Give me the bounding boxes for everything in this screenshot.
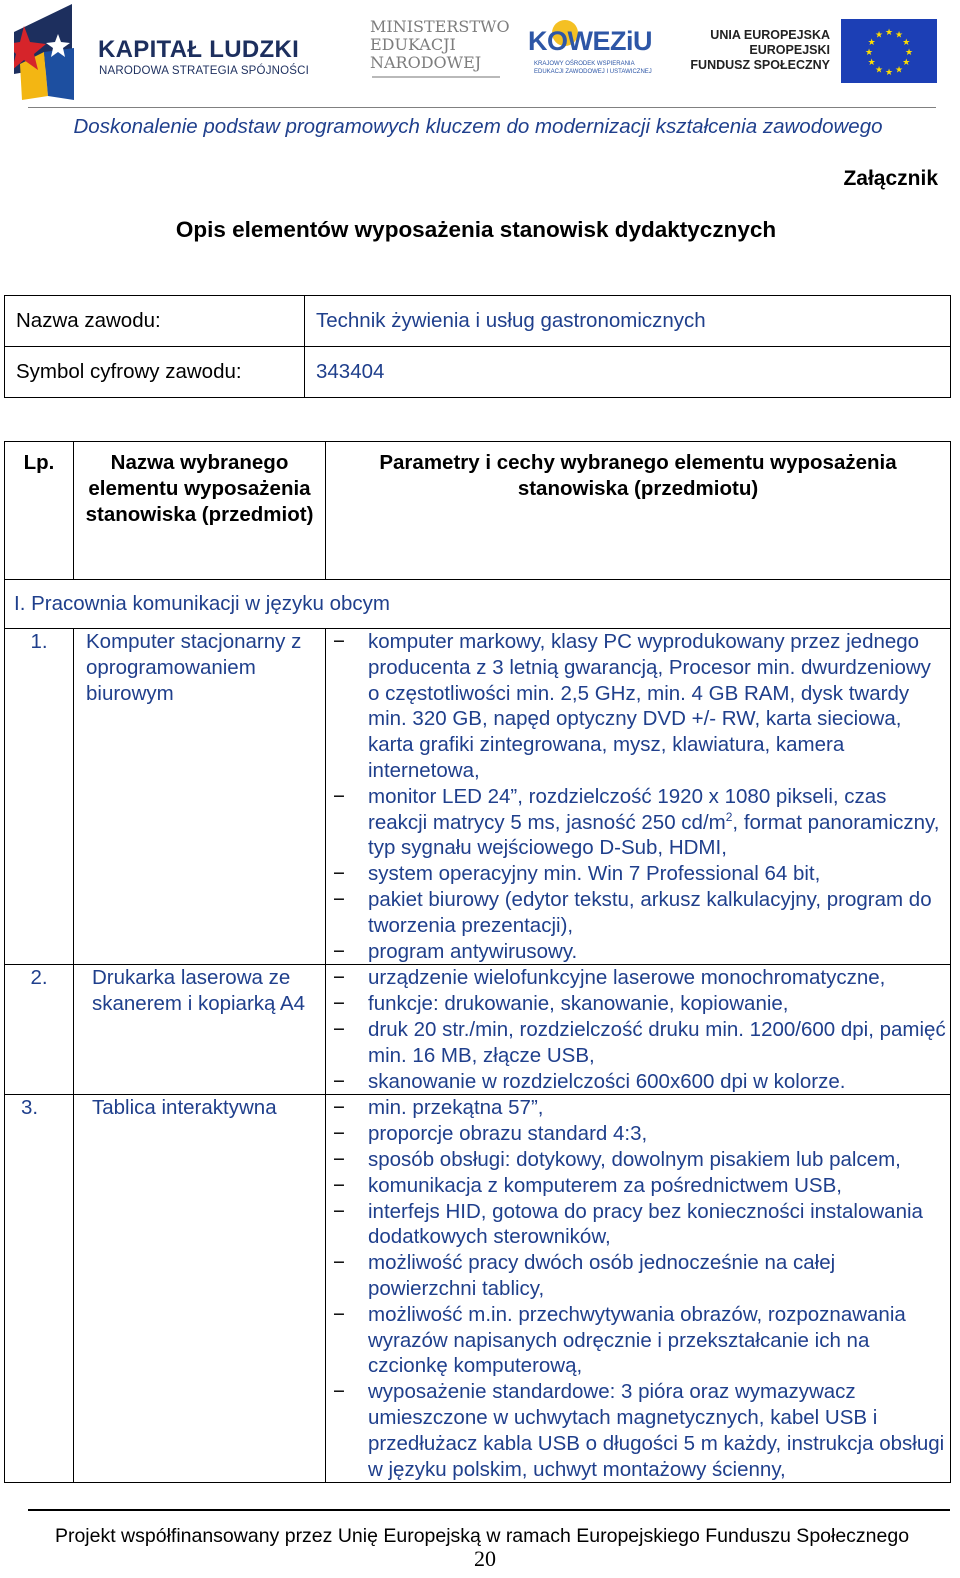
header-divider — [28, 107, 936, 108]
table-header-row — [5, 442, 951, 580]
row-lp: 1. — [5, 629, 74, 965]
param-item: − możliwość m.in. przechwytywania obrazów, rozpoznawania wyrazów napisanych odręcznie i przekształcanie ich na czcionkę komputerową, — [368, 1302, 946, 1379]
eu-star-icon: ★ — [894, 64, 904, 75]
table-row — [5, 1095, 951, 1483]
eu-star-icon: ★ — [904, 47, 914, 57]
eu-flag-icon — [841, 19, 937, 83]
koweziu-logo — [528, 20, 652, 82]
profession-info-table — [4, 295, 951, 398]
param-item: − sposób obsługi: dotykowy, dowolnym pisakiem lub palcem, — [368, 1147, 946, 1173]
footer-text: Projekt współfinansowany przez Unię Europejską w ramach Europejskiego Funduszu Społecznego — [54, 1525, 910, 1547]
kapital-ludzki-logo — [0, 0, 330, 108]
param-item-text-rest: , format panoramiczny, typ sygnału wejściowego D-Sub, HDMI, — [368, 810, 940, 860]
document-title: Opis elementów wyposażenia stanowisk dydaktycznych — [175, 217, 777, 242]
profession-code-label: Symbol cyfrowy zawodu: — [5, 347, 305, 398]
profession-name-label: Nazwa zawodu: — [5, 296, 305, 347]
logo-bar — [0, 0, 960, 108]
eu-star-icon: ★ — [902, 37, 911, 47]
row-lp: 3. — [5, 1095, 74, 1483]
eu-logo-text: UNIA EUROPEJSKA EUROPEJSKI FUNDUSZ SPOŁECZNY — [690, 28, 830, 72]
page-number: 20 — [474, 1546, 496, 1571]
row-lp: 2. — [5, 965, 74, 1095]
eu-star-icon: ★ — [884, 67, 894, 77]
table-row — [5, 965, 951, 1095]
param-item: − program antywirusowy. — [368, 939, 946, 965]
eu-star-icon: ★ — [902, 57, 911, 67]
param-item: − możliwość pracy dwóch osób jednocześnie na całej powierzchni tablicy, — [368, 1250, 946, 1302]
eu-star-icon: ★ — [884, 27, 894, 37]
profession-name-value: Technik żywienia i usług gastronomicznych — [305, 296, 951, 347]
param-item: − interfejs HID, gotowa do pracy bez konieczności instalowania dodatkowych sterowników, — [368, 1199, 946, 1251]
eu-star-icon: ★ — [874, 64, 884, 75]
eu-star-icon: ★ — [867, 37, 876, 47]
section-row — [5, 580, 951, 629]
param-item: − skanowanie w rozdzielczości 600x600 dpi w kolorze. — [368, 1069, 946, 1095]
table-row — [5, 629, 951, 965]
project-tagline: Doskonalenie podstaw programowych kluczem do modernizacji kształcenia zawodowego — [73, 115, 883, 138]
row-params — [326, 1095, 951, 1483]
profession-code-value: 343404 — [305, 347, 951, 398]
ministerstwo-logo-text: MINISTERSTWO EDUKACJI NARODOWEJ — [370, 17, 510, 72]
column-header-params: Parametry i cechy wybranego elementu wyposażenia stanowiska (przedmiotu) — [326, 442, 951, 580]
row-name: Tablica interaktywna — [74, 1095, 326, 1483]
footer-divider — [28, 1509, 950, 1511]
row-name: Komputer stacjonarny z oprogramowaniem biurowym — [74, 629, 326, 965]
column-header-lp: Lp. — [5, 442, 74, 580]
param-item-text: monitor LED 24”, rozdzielczość 1920 x 1080 pikseli, czas reakcji matrycy 5 ms, jasność 250 cd/m — [368, 784, 887, 834]
profession-code-row — [5, 347, 951, 398]
row-params — [326, 965, 951, 1095]
row-params — [326, 629, 951, 965]
param-item: − funkcje: drukowanie, skanowanie, kopiowanie, — [368, 991, 946, 1017]
param-item: − pakiet biurowy (edytor tekstu, arkusz kalkulacyjny, program do tworzenia prezentacji), — [368, 887, 946, 939]
attachment-label: Załącznik — [843, 167, 938, 190]
param-item — [368, 784, 946, 861]
param-item: − proporcje obrazu standard 4:3, — [368, 1121, 946, 1147]
profession-name-row — [5, 296, 951, 347]
param-item: − urządzenie wielofunkcyjne laserowe monochromatyczne, — [368, 965, 946, 991]
kapital-ludzki-subtitle: NARODOWA STRATEGIA SPÓJNOŚCI — [99, 65, 310, 77]
koweziu-name: KOWEZiU — [528, 26, 652, 56]
column-header-name: Nazwa wybranego elementu wyposażenia stanowiska (przedmiot) — [74, 442, 326, 580]
section-title: I. Pracownia komunikacji w języku obcym — [5, 580, 951, 629]
param-item: − komputer markowy, klasy PC wyprodukowany przez jednego producenta z 3 letnią gwarancją, Procesor min. dwurdzeniowy o częstotliwości min. 2,5 GHz, min. 4 GB RAM, dysk twardy min. 320 GB, napęd optyczny DVD +/- RW, karta sieciowa, karta grafiki zintegrowana, mysz, klawiatura, kamera internetowa, — [368, 629, 946, 784]
koweziu-subtitle: KRAJOWY OŚRODEK WSPIERANIA EDUKACJI ZAWODOWEJ I USTAWICZNEJ — [534, 61, 652, 75]
ministerstwo-logo-underline — [372, 76, 500, 78]
param-item: − system operacyjny min. Win 7 Professional 64 bit, — [368, 861, 946, 887]
row-name: Drukarka laserowa ze skanerem i kopiarką A4 — [74, 965, 326, 1095]
param-item: − min. przekątna 57”, — [368, 1095, 946, 1121]
param-item: − druk 20 str./min, rozdzielczość druku min. 1200/600 dpi, pamięć min. 16 MB, złącze USB, — [368, 1017, 946, 1069]
equipment-table — [4, 441, 951, 1483]
eu-star-icon: ★ — [874, 29, 884, 40]
param-superscript: 2 — [725, 809, 733, 824]
eu-star-icon: ★ — [894, 29, 904, 40]
kapital-ludzki-star-icon — [14, 4, 78, 100]
kapital-ludzki-title: KAPITAŁ LUDZKI — [98, 36, 300, 63]
eu-star-icon: ★ — [867, 57, 876, 67]
eu-star-icon: ★ — [864, 47, 874, 57]
param-item: − komunikacja z komputerem za pośrednictwem USB, — [368, 1173, 946, 1199]
param-item: − wyposażenie standardowe: 3 pióra oraz wymazywacz umieszczone w uchwytach magnetycznych, kabel USB i przedłużacz kabla USB o długości 5 m każdy, instrukcja obsługi w języku polskim, uchwyt montażowy ścienny, — [368, 1379, 946, 1482]
